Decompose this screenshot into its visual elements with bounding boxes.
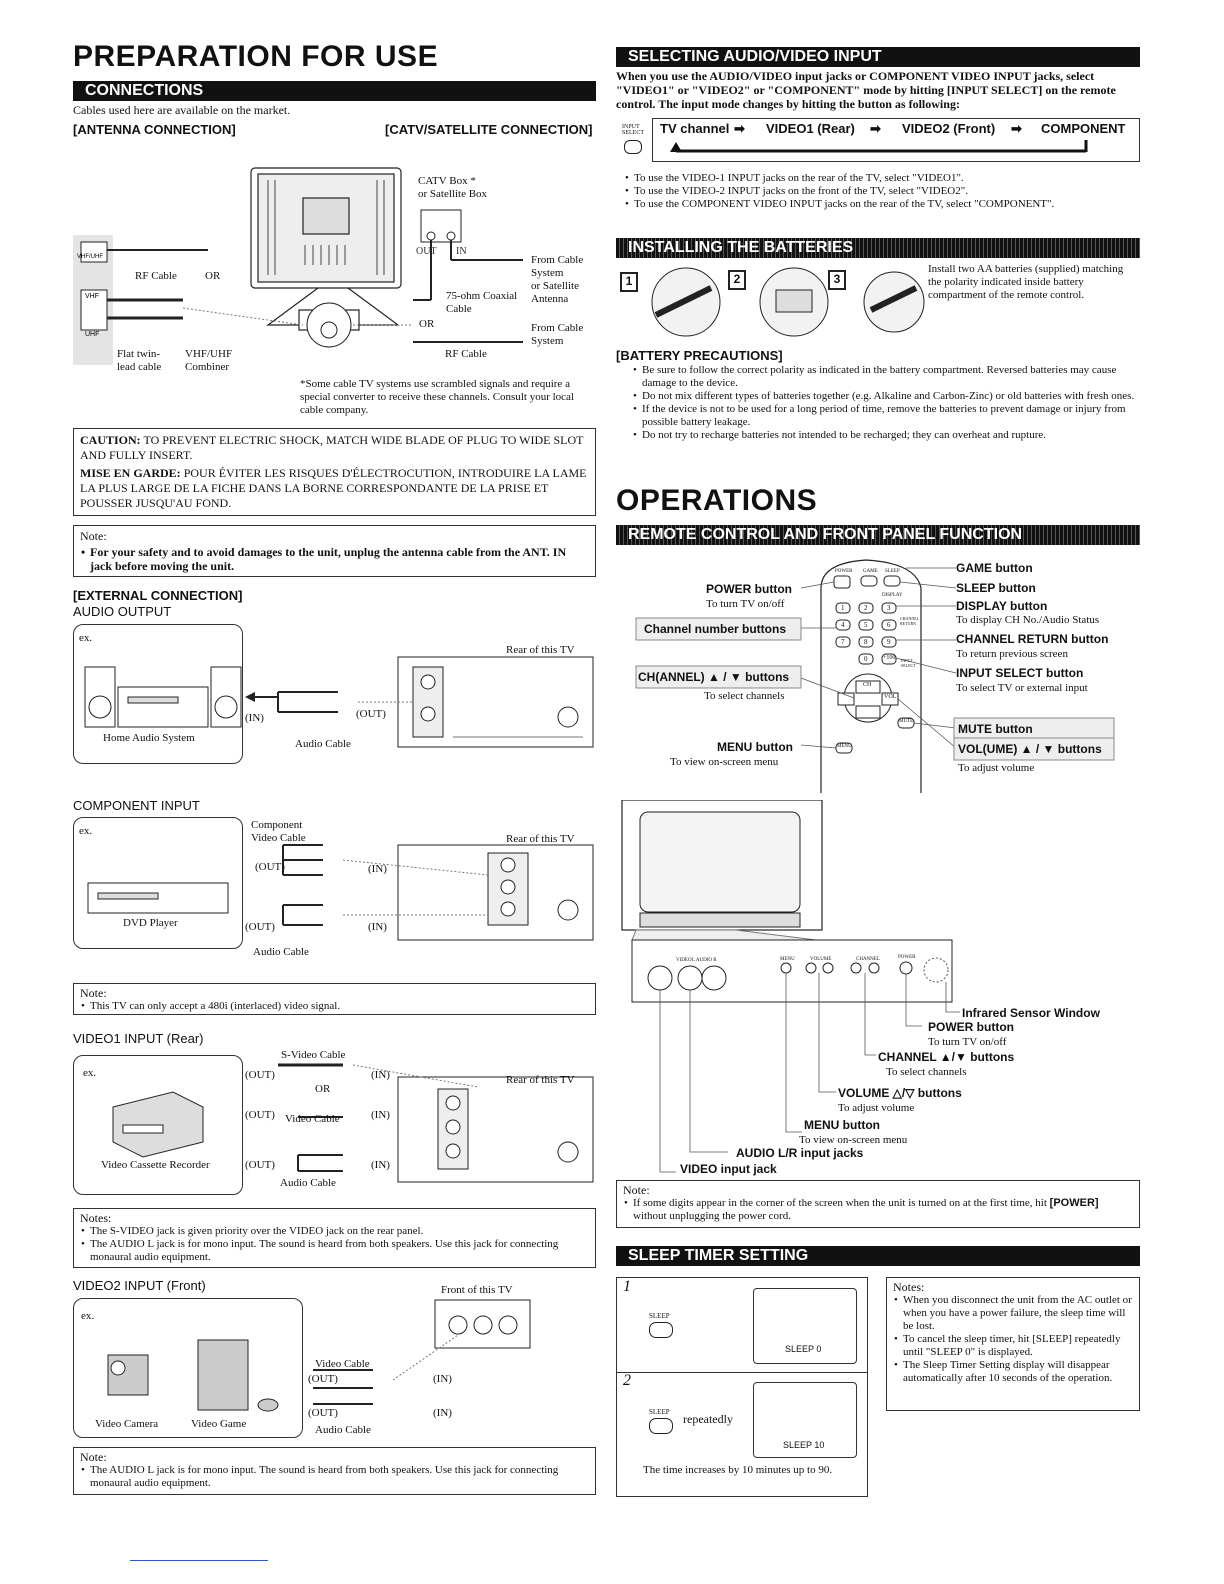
remote-input-select-desc: To select TV or external input (956, 682, 1088, 694)
connections-bar: CONNECTIONS (73, 81, 596, 101)
or-label: OR (419, 318, 435, 330)
remote-bar: REMOTE CONTROL AND FRONT PANEL FUNCTION (616, 525, 1140, 545)
input-mode-sequence (616, 118, 1140, 164)
battery-prec-item: • Do not try to recharge batteries not intended to be recharged; they can overheat and rupture. (642, 429, 1150, 442)
mode-arrow-icon: ➡ (734, 121, 745, 136)
video1-out-label-2: (OUT) (245, 1109, 275, 1121)
component-out-label-2: (OUT) (245, 921, 275, 933)
video1-in-label-3: (IN) (371, 1159, 390, 1171)
key-display[interactable]: DISPLAY (882, 593, 903, 598)
notes-6-item: • When you disconnect the unit from the AC outlet or when you have a power failure, the sleep time will be lost. (903, 1294, 1133, 1333)
audio-in-label: (IN) (245, 712, 264, 724)
notes-6-item: • To cancel the sleep timer, hit [SLEEP] repeatedly until "SLEEP 0" is displayed. (903, 1333, 1133, 1359)
sleep-divider (617, 1372, 867, 1373)
input-select-key-icon[interactable] (624, 140, 642, 154)
video1-or-label: OR (315, 1083, 331, 1095)
dvd-player-label: DVD Player (123, 917, 178, 929)
step-1: 1 (620, 272, 638, 292)
front-power-label: POWER button (928, 1020, 1014, 1034)
audio-output-heading: AUDIO OUTPUT (73, 604, 172, 619)
sleep10-display: SLEEP 10 (783, 1440, 825, 1450)
antenna-diagram-svg (73, 150, 596, 380)
catv-heading: [CATV/SATELLITE CONNECTION] (385, 122, 593, 137)
notes-3-item: • The AUDIO L jack is for mono input. The sound is heard from both speakers. Use this jack for connecting monaural audio equipment. (90, 1238, 589, 1264)
remote-channel-updown-label: CH(ANNEL) ▲ / ▼ buttons (638, 670, 790, 684)
scramble-note: *Some cable TV systems use scrambled signals and require a special converter to receive these channels. Consult your local cable company. (300, 378, 574, 416)
note-5-text-b: without unplugging the power cord. (633, 1210, 791, 1222)
component-heading: COMPONENT INPUT (73, 798, 200, 813)
key-8[interactable]: 8 (864, 638, 868, 646)
key-input-select[interactable]: INPUT SELECT (901, 658, 916, 668)
coax-label: 75-ohm Coaxial Cable (446, 290, 518, 315)
note-5-title: Note: (623, 1183, 650, 1197)
note-2 (73, 983, 596, 1015)
audio-out-label: (OUT) (356, 708, 386, 720)
note-1-title: Note: (80, 529, 107, 543)
remote-menu-label: MENU button (717, 740, 793, 754)
panel-video-label: VIDEO (676, 958, 692, 963)
from-cable-label: From Cable System (531, 254, 584, 279)
select-list (624, 172, 1150, 211)
combiner-label: VHF/UHF Combiner (185, 348, 233, 373)
select-item: • To use the COMPONENT VIDEO INPUT jacks on the rear of the TV, select "COMPONENT". (634, 198, 1150, 211)
video2-in-label-2: (IN) (433, 1407, 452, 1419)
note-4-title: Note: (80, 1450, 107, 1464)
mode-video2: VIDEO2 (Front) (902, 121, 996, 136)
notes-6-item: • The Sleep Timer Setting display will disappear automatically after 10 seconds of the operation. (903, 1359, 1133, 1385)
rear-tv-label: Rear of this TV (506, 644, 575, 656)
battery-steps-svg (616, 260, 926, 345)
video1-out-label: (OUT) (245, 1069, 275, 1081)
batteries-bar: INSTALLING THE BATTERIES (616, 238, 1140, 258)
mode-tv-channel: TV channel (660, 121, 730, 136)
footer-rule (130, 1560, 268, 1561)
out-label: OUT (416, 246, 437, 257)
notes-6-list (893, 1294, 1133, 1385)
selecting-intro: When you use the AUDIO/VIDEO input jacks or COMPONENT VIDEO INPUT jacks, select "VIDEO1" or "VIDEO2" or "COMPONENT" mode by hitting [INPUT SELECT] on the remote control. The input mode changes by hitting the button as following: (616, 69, 1116, 111)
component-diagram (73, 815, 596, 965)
battery-prec-item: • Do not mix different types of batteries together (e.g. Alkaline and Carbon-Zinc) or old batteries with fresh ones. (642, 390, 1150, 403)
battery-prec-heading: [BATTERY PRECAUTIONS] (616, 348, 783, 363)
sleep-step-1: 1 (623, 1278, 631, 1295)
external-heading: [EXTERNAL CONNECTION] (73, 588, 243, 603)
video1-audio-cable-label: Audio Cable (280, 1177, 336, 1189)
remote-channel-return-label: CHANNEL RETURN button (956, 632, 1109, 646)
sleep-bar: SLEEP TIMER SETTING (616, 1246, 1140, 1266)
component-in-label: (IN) (368, 863, 387, 875)
key-1[interactable]: 1 (841, 604, 845, 612)
key-9[interactable]: 9 (887, 638, 891, 646)
antenna-heading: [ANTENNA CONNECTION] (73, 122, 236, 137)
remote-power-desc: To turn TV on/off (706, 598, 785, 610)
front-menu-label: MENU button (804, 1118, 880, 1132)
note-5-text-a: If some digits appear in the corner of the screen when the unit is turned on at the first time, hit (633, 1197, 1047, 1209)
key-ch[interactable]: CH (863, 682, 872, 688)
rear-tv-label-3: Rear of this TV (506, 1074, 575, 1086)
key-sleep[interactable]: SLEEP (885, 569, 900, 574)
remote-channel-desc: To select channels (704, 690, 785, 702)
video2-heading: VIDEO2 INPUT (Front) (73, 1278, 206, 1293)
sleep-key-icon-2[interactable] (649, 1418, 673, 1434)
caution-box (73, 428, 596, 516)
front-power-desc: To turn TV on/off (928, 1036, 1007, 1048)
component-ex-label: ex. (79, 825, 93, 837)
front-infrared-label: Infrared Sensor Window (962, 1006, 1100, 1020)
key-7[interactable]: 7 (841, 638, 845, 646)
sleep-step-2: 2 (623, 1372, 631, 1389)
home-audio-label: Home Audio System (103, 732, 195, 744)
notes-6 (886, 1277, 1140, 1411)
antenna-diagram (73, 150, 596, 380)
remote-display-desc: To display CH No./Audio Status (956, 614, 1100, 626)
remote-display-label: DISPLAY button (956, 599, 1048, 613)
battery-text: Install two AA batteries (supplied) matching the polarity indicated inside battery compartment of the remote control. (928, 263, 1124, 301)
remote-volume-desc: To adjust volume (958, 762, 1035, 774)
notes-3-item: • The S-VIDEO jack is given priority over the VIDEO jack on the rear panel. (90, 1225, 589, 1238)
note-1 (73, 525, 596, 577)
battery-prec-item: • If the device is not to be used for a long period of time, remove the batteries to prevent damage or injury from possible battery leakage. (642, 403, 1150, 429)
front-menu-desc: To view on-screen menu (799, 1134, 908, 1146)
note-2-text: • This TV can only accept a 480i (interlaced) video signal. (90, 1000, 589, 1013)
remote-diagram (616, 548, 1140, 793)
battery-prec-list (632, 364, 1150, 442)
mise-text: POUR ÉVITER LES RISQUES D'ÉLECTROCUTION, INTRODUIRE LA LAME LA PLUS LARGE DE LA FICHE DANS LA BORNE CORRESPONDANTE DE LA PRISE ET POUSSER JUSQU'AU FOND. (80, 466, 587, 510)
front-volume-label: VOLUME △/▽ buttons (838, 1086, 962, 1100)
caution-label: CAUTION: (80, 433, 141, 447)
key-2[interactable]: 2 (864, 604, 868, 612)
video1-out-label-3: (OUT) (245, 1159, 275, 1171)
mode-arrow-icon: ➡ (1011, 121, 1022, 136)
note-2-title: Note: (80, 986, 107, 1000)
video1-in-label: (IN) (371, 1069, 390, 1081)
key-6[interactable]: 6 (887, 621, 891, 629)
cables-note: Cables used here are available on the market. (73, 103, 291, 117)
battery-steps (616, 260, 926, 345)
mode-video1: VIDEO1 (Rear) (766, 121, 855, 136)
sleep-steps-box (616, 1277, 868, 1497)
sleep-key-label-2: SLEEP (649, 1408, 670, 1416)
component-video-cable-label: Component Video Cable (251, 819, 306, 844)
video1-ex-label: ex. (83, 1067, 97, 1079)
video2-diagram (73, 1280, 596, 1440)
note-5-item (633, 1197, 1133, 1223)
note-1-text: • For your safety and to avoid damages to the unit, unplug the antenna cable from the ANT. IN jack before moving the unit. (90, 545, 589, 573)
loop-arrow-icon (656, 140, 1136, 156)
remote-mute-label: MUTE button (958, 722, 1033, 736)
rf-cable-left-label: RF Cable (135, 270, 177, 282)
catv-box-label: CATV Box * (418, 175, 476, 187)
or-left-label: OR (205, 270, 221, 282)
video1-diagram (73, 1047, 596, 1197)
panel-power-label: POWER (898, 955, 916, 960)
remote-channel-number-label: Channel number buttons (644, 622, 786, 636)
audio-cable-label: Audio Cable (295, 738, 351, 750)
key-vol[interactable]: VOL (884, 694, 897, 700)
or-satellite-label: or Satellite Antenna (531, 280, 579, 305)
mode-arrow-icon: ➡ (870, 121, 881, 136)
select-item: • To use the VIDEO-1 INPUT jacks on the rear of the TV, select "VIDEO1". (634, 172, 1150, 185)
video2-in-label: (IN) (433, 1373, 452, 1385)
from-cable-label-2: From Cable System (531, 322, 584, 347)
remote-input-select-label: INPUT SELECT button (956, 666, 1084, 680)
key-5[interactable]: 5 (864, 621, 868, 629)
video2-out-label: (OUT) (308, 1373, 338, 1385)
note-5 (616, 1180, 1140, 1228)
notes-6-title: Notes: (893, 1280, 925, 1294)
operations-title: OPERATIONS (616, 484, 818, 517)
in-label: IN (456, 246, 467, 257)
sleep-key-icon-1[interactable] (649, 1322, 673, 1338)
key-mute[interactable]: MUTE (899, 719, 914, 724)
front-video-jack-label: VIDEO input jack (680, 1162, 777, 1176)
audio-output-diagram (73, 622, 596, 767)
satellite-box-label: or Satellite Box (418, 188, 488, 200)
front-audio-lr-label: AUDIO L/R input jacks (736, 1146, 864, 1160)
rear-tv-label-2: Rear of this TV (506, 833, 575, 845)
repeatedly-label: repeatedly (683, 1412, 733, 1426)
battery-prec-item: • Be sure to follow the correct polarity as indicated in the battery compartment. Reversed batteries may cause damage to the device. (642, 364, 1150, 390)
panel-audio-label: L AUDIO R (692, 958, 717, 963)
note-4-text: • The AUDIO L jack is for mono input. The sound is heard from both speakers. Use this jack for connecting monaural audio equipment. (90, 1464, 589, 1490)
video1-in-label-2: (IN) (371, 1109, 390, 1121)
video2-audio-cable-label: Audio Cable (315, 1424, 371, 1436)
page-title: PREPARATION FOR USE (73, 40, 439, 73)
component-audio-cable-label: Audio Cable (253, 946, 309, 958)
note-5-key: [POWER] (1049, 1197, 1099, 1209)
notes-3-title: Notes: (80, 1211, 112, 1225)
panel-menu-label: MENU (780, 957, 795, 962)
svideo-cable-label: S-Video Cable (281, 1049, 346, 1061)
mise-label: MISE EN GARDE: (80, 466, 181, 480)
key-channel-return[interactable]: CHANNEL RETURN (900, 616, 919, 626)
step-3: 3 (828, 270, 846, 290)
sleep0-display: SLEEP 0 (785, 1344, 822, 1354)
vhf-label: VHF (85, 293, 99, 300)
remote-menu-desc: To view on-screen menu (670, 756, 779, 768)
key-menu[interactable]: MENU (837, 744, 852, 749)
front-volume-desc: To adjust volume (838, 1102, 915, 1114)
audio-ex-label: ex. (79, 632, 93, 644)
video2-out-label-2: (OUT) (308, 1407, 338, 1419)
vcr-label: Video Cassette Recorder (101, 1159, 210, 1171)
selecting-bar: SELECTING AUDIO/VIDEO INPUT (616, 47, 1140, 67)
key-plus100[interactable]: +100 (883, 655, 896, 661)
remote-channel-return-desc: To return previous screen (956, 648, 1068, 660)
panel-channel-label: CHANNEL (856, 957, 880, 962)
step-2: 2 (728, 270, 746, 290)
component-in-label-2: (IN) (368, 921, 387, 933)
front-channel-desc: To select channels (886, 1066, 967, 1078)
panel-volume-label: VOLUME (810, 957, 832, 962)
notes-3-list (80, 1225, 589, 1264)
video-camera-label: Video Camera (95, 1418, 159, 1430)
remote-volume-label: VOL(UME) ▲ / ▼ buttons (958, 742, 1102, 756)
component-out-label: (OUT) (255, 861, 285, 873)
flat-twin-label: Flat twin-lead cable (117, 348, 162, 373)
notes-3 (73, 1208, 596, 1268)
caution-text: TO PREVENT ELECTRIC SHOCK, MATCH WIDE BLADE OF PLUG TO WIDE SLOT AND FULLY INSERT. (80, 433, 584, 462)
key-3[interactable]: 3 (887, 604, 891, 612)
front-channel-label: CHANNEL ▲/▼ buttons (878, 1050, 1015, 1064)
mode-component: COMPONENT (1041, 121, 1126, 136)
key-4[interactable]: 4 (841, 621, 845, 629)
video2-ex-label: ex. (81, 1310, 95, 1322)
video-cable-label: Video Cable (285, 1113, 340, 1125)
key-power[interactable]: POWER (835, 569, 853, 574)
note-4 (73, 1447, 596, 1495)
remote-game-label: GAME button (956, 561, 1033, 575)
key-game[interactable]: GAME (863, 569, 878, 574)
input-select-key-label: INPUT SELECT (622, 124, 644, 136)
video2-video-cable-label: Video Cable (315, 1358, 370, 1370)
vhfuhf-label: VHF/UHF (77, 254, 103, 260)
sleep-key-label-1: SLEEP (649, 1312, 670, 1320)
remote-sleep-label: SLEEP button (956, 581, 1036, 595)
front-tv-label: Front of this TV (441, 1284, 513, 1296)
remote-power-label: POWER button (706, 582, 792, 596)
sleep-time-note: The time increases by 10 minutes up to 90. (643, 1464, 833, 1476)
video1-heading: VIDEO1 INPUT (Rear) (73, 1031, 204, 1046)
video-game-label: Video Game (191, 1418, 247, 1430)
select-item: • To use the VIDEO-2 INPUT jacks on the front of the TV, select "VIDEO2". (634, 185, 1150, 198)
front-panel-diagram (616, 800, 1140, 1175)
key-0[interactable]: 0 (864, 655, 868, 663)
rf-cable-label: RF Cable (445, 348, 487, 360)
uhf-label: UHF (85, 331, 100, 338)
